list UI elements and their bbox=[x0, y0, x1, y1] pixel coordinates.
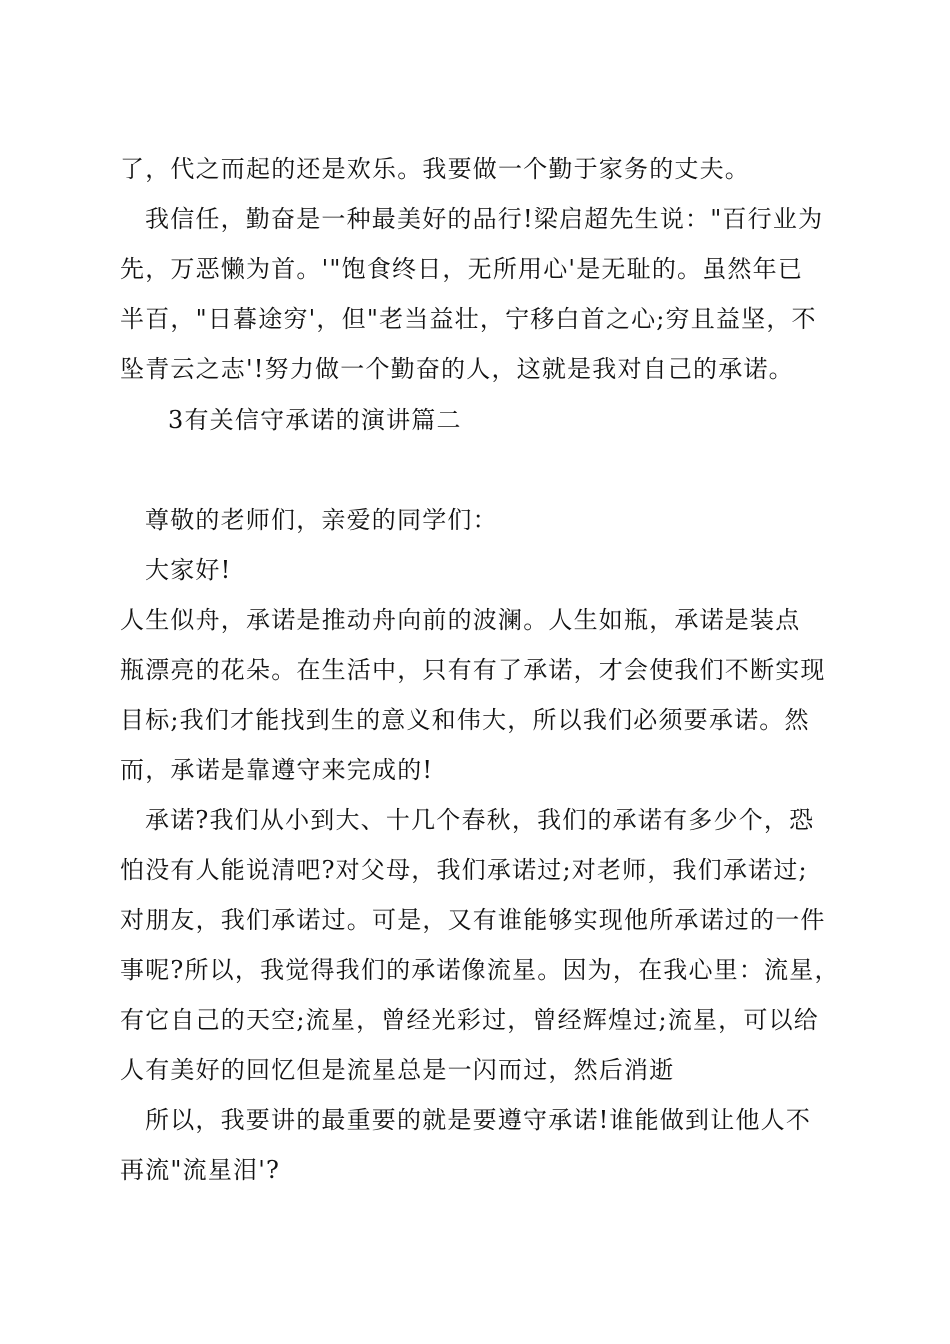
text-line: 而，承诺是靠遵守来完成的! bbox=[120, 756, 434, 784]
text-line: 有它自己的天空;流星，曾经光彩过，曾经辉煌过;流星，可以给 bbox=[120, 1006, 819, 1034]
section-heading: 3有关信守承诺的演讲篇二 bbox=[168, 406, 462, 434]
text-line: 目标;我们才能找到生的意义和伟大，所以我们必须要承诺。然 bbox=[120, 706, 810, 734]
greeting: 大家好! bbox=[145, 556, 232, 584]
text-line: 再流"流星泪'? bbox=[120, 1156, 281, 1184]
text-line: 事呢?所以，我觉得我们的承诺像流星。因为，在我心里：流星， bbox=[120, 956, 840, 984]
text-line: 人有美好的回忆但是流星总是一闪而过，然后消逝 bbox=[120, 1056, 675, 1084]
text-line: 怕没有人能说清吧?对父母，我们承诺过;对老师，我们承诺过; bbox=[120, 856, 808, 884]
text-line: 瓶漂亮的花朵。在生活中，只有有了承诺，才会使我们不断实现 bbox=[120, 656, 826, 684]
salutation: 尊敬的老师们，亲爱的同学们： bbox=[145, 506, 498, 534]
text-line: 先，万恶懒为首。'"饱食终日，无所用心'是无耻的。虽然年已 bbox=[120, 255, 804, 283]
text-line: 人生似舟，承诺是推动舟向前的波澜。人生如瓶，承诺是装点 bbox=[120, 606, 801, 634]
text-line: 承诺?我们从小到大、十几个春秋，我们的承诺有多少个，恐 bbox=[145, 806, 815, 834]
text-line: 半百，"日暮途穷'，但"老当益壮，宁移白首之心;穷且益坚，不 bbox=[120, 305, 817, 333]
text-line: 坠青云之志'!努力做一个勤奋的人，这就是我对自己的承诺。 bbox=[120, 355, 794, 383]
text-line: 所以，我要讲的最重要的就是要遵守承诺!谁能做到让他人不 bbox=[145, 1106, 812, 1134]
text-line: 对朋友，我们承诺过。可是，又有谁能够实现他所承诺过的一件 bbox=[120, 906, 826, 934]
text-line: 我信任，勤奋是一种最美好的品行!梁启超先生说："百行业为 bbox=[145, 205, 824, 233]
text-line: 了，代之而起的还是欢乐。我要做一个勤于家务的丈夫。 bbox=[120, 155, 750, 183]
